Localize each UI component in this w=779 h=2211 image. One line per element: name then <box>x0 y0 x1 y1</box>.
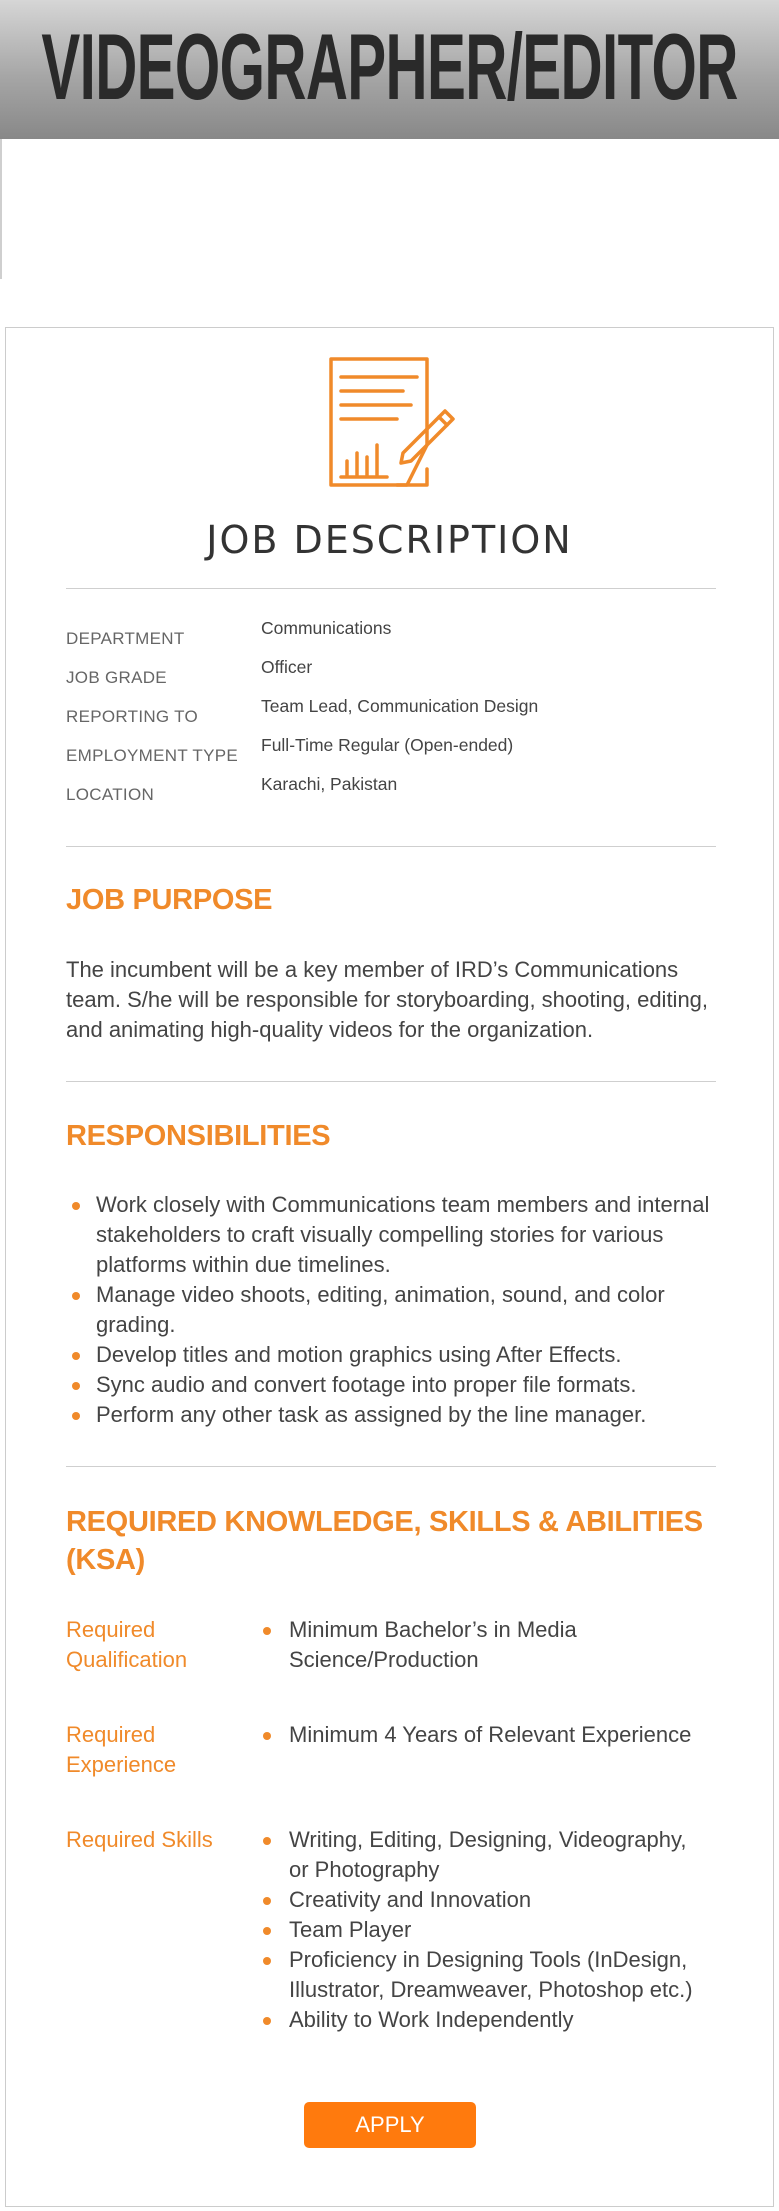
ksa-list <box>261 1825 711 2035</box>
ksa-list <box>261 1720 711 1750</box>
list-item: Team Player <box>261 1915 711 1945</box>
ksa-label: Required Qualification <box>66 1617 188 1672</box>
detail-label: EMPLOYMENT TYPE <box>66 746 239 765</box>
section-title-ksa: REQUIRED KNOWLEDGE, SKILLS & ABILITIES (KSA) <box>66 1506 703 1576</box>
job-title-banner: VIDEOGRAPHER/EDITOR <box>41 13 738 119</box>
detail-label: DEPARTMENT <box>66 629 185 648</box>
detail-row-location <box>66 774 716 813</box>
list-item: Writing, Editing, Designing, Videography, or Photography <box>261 1825 711 1885</box>
detail-value: Full-Time Regular (Open-ended) <box>261 735 514 755</box>
detail-value: Karachi, Pakistan <box>261 774 398 794</box>
detail-value: Team Lead, Communication Design <box>261 696 539 716</box>
document-chart-pen-icon <box>327 357 457 497</box>
list-item: Ability to Work Independently <box>261 2005 711 2035</box>
responsibilities-list <box>66 1190 716 1430</box>
detail-row-job-grade <box>66 657 716 696</box>
ksa-list <box>261 1615 711 1675</box>
job-details <box>66 618 716 813</box>
divider <box>66 846 716 847</box>
section-title-responsibilities: RESPONSIBILITIES <box>66 1120 331 1152</box>
divider <box>66 1466 716 1467</box>
detail-value: Officer <box>261 657 313 677</box>
divider <box>66 588 716 589</box>
detail-row-department <box>66 618 716 657</box>
page-title: JOB DESCRIPTION <box>206 518 573 562</box>
list-item: Perform any other task as assigned by the line manager. <box>66 1400 716 1430</box>
detail-value: Communications <box>261 618 392 638</box>
detail-row-reporting-to <box>66 696 716 735</box>
detail-label: REPORTING TO <box>66 707 199 726</box>
divider <box>66 1081 716 1082</box>
section-title-job-purpose: JOB PURPOSE <box>66 884 273 916</box>
list-item: Work closely with Communications team members and internal stakeholders to craft visually compelling stories for various platforms within due timelines. <box>66 1190 716 1280</box>
list-item: Minimum 4 Years of Relevant Experience <box>261 1720 711 1750</box>
list-item: Manage video shoots, editing, animation, sound, and color grading. <box>66 1280 716 1340</box>
apply-button[interactable]: APPLY <box>304 2102 476 2148</box>
list-item: Develop titles and motion graphics using After Effects. <box>66 1340 716 1370</box>
list-item: Proficiency in Designing Tools (InDesign, Illustrator, Dreamweaver, Photoshop etc.) <box>261 1945 711 2005</box>
list-item: Creativity and Innovation <box>261 1885 711 1915</box>
list-item: Minimum Bachelor’s in Media Science/Production <box>261 1615 711 1675</box>
detail-label: LOCATION <box>66 785 155 804</box>
list-item: Sync audio and convert footage into proper file formats. <box>66 1370 716 1400</box>
job-purpose-text: The incumbent will be a key member of IRD’s Communications team. S/he will be responsible for storyboarding, shooting, editing, and animating high-quality videos for the organization. <box>66 957 709 1042</box>
job-description-card <box>5 327 774 2207</box>
header-banner <box>0 0 779 139</box>
detail-label: JOB GRADE <box>66 668 167 687</box>
ksa-label: Required Skills <box>66 1827 213 1852</box>
detail-row-employment-type <box>66 735 716 774</box>
ksa-label: Required Experience <box>66 1722 177 1777</box>
divider <box>0 139 2 279</box>
